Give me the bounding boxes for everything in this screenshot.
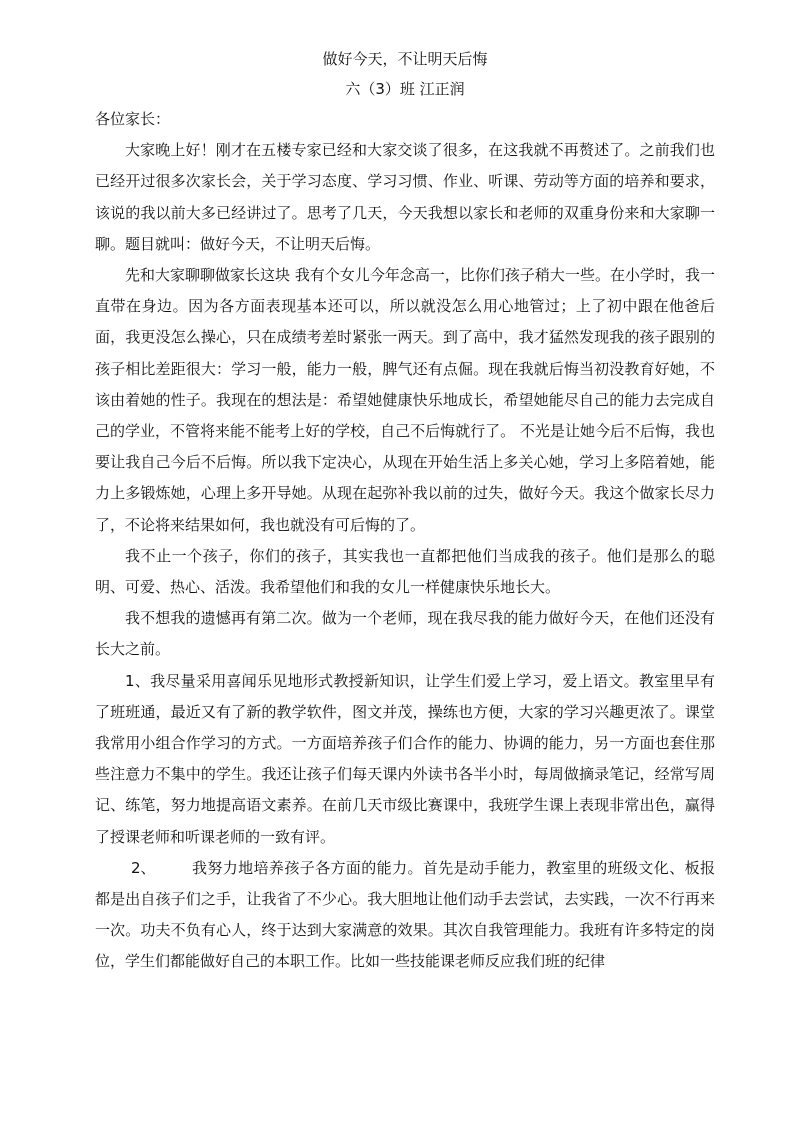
document-title: 做好今天，不让明天后悔 bbox=[322, 50, 488, 68]
paragraph-6-item-2 bbox=[95, 853, 715, 978]
paragraph-1: 大家晚上好！刚才在五楼专家已经和大家交谈了很多，在这我就不再赘述了。之前我们也已经开过很多次家长会，关于学习态度、学习习惯、作业、听课、劳动等方面的培养和要求，该说的我以前大多已经讲过了。思考了几天，今天我想以家长和老师的双重身份来和大家聊一聊。题目就叫：做好今天，不让明天后悔。 bbox=[95, 141, 715, 253]
paragraph-3: 我不止一个孩子，你们的孩子，其实我也一直都把他们当成我的孩子。他们是那么的聪明、可爱、热心、活泼。我希望他们和我的女儿一样健康快乐地长大。 bbox=[95, 546, 715, 597]
document-page bbox=[95, 44, 715, 978]
greeting: 各位家长： bbox=[95, 110, 171, 128]
paragraph-4: 我不想我的遗憾再有第二次。做为一个老师，现在我尽我的能力做好今天，在他们还没有长大之前。 bbox=[95, 609, 715, 659]
paragraph-2: 先和大家聊聊做家长这块 我有个女儿今年念高一，比你们孩子稍大一些。在小学时，我一直带在身边。因为各方面表现基本还可以，所以就没怎么用心地管过；上了初中跟在他爸后面，我更没怎么操心，只在成绩考差时紧张一两天。到了高中，我才猛然发现我的孩子跟别的孩子相比差距很大：学习一般，能力一般，脾气还有点倔。现在我就后悔当初没教育好她，不该由着她的性子。我现在的想法是：希望她健康快乐地成长，希望她能尽自己的能力去完成自己的学业，不管将来能不能考上好的学校，自己不后悔就行了。 不光是让她今后不后悔，我也要让我自己今后不后悔。所以我下定决心，从现在开始生活上多关心她，学习上多陪着她，能力上多锻炼她，心理上多开导她。从现在起弥补我以前的过失，做好今天。我这个做家长尽力了，不论将来结果如何，我也就没有可后悔的了。 bbox=[95, 266, 715, 534]
document-author: 六（3）班 江正润 bbox=[345, 80, 465, 98]
item-2-text: 我努力地培养孩子各方面的能力。首先是动手能力，教室里的班级文化、板报都是出自孩子们之手，让我省了不少心。我大胆地让他们动手去尝试，去实践，一次不行再来一次。功夫不负有心人，终于达到大家满意的效果。其次自我管理能力。我班有许多特定的岗位，学生们都能做好自己的本职工作。比如一些技能课老师反应我们班的纪律 bbox=[95, 858, 715, 971]
paragraph-5-item-1: 1、我尽量采用喜闻乐见地形式教授新知识，让学生们爱上学习，爱上语文。教室里早有了班班通，最近又有了新的教学软件，图文并茂，操练也方便，大家的学习兴趣更浓了。课堂我常用小组合作学习的方式。一方面培养孩子们合作的能力、协调的能力，另一方面也套住那些注意力不集中的学生。我还让孩子们每天课内外读书各半小时，每周做摘录笔记，经常写周记、练笔，努力地提高语文素养。在前几天市级比赛课中，我班学生课上表现非常出色，赢得了授课老师和听课老师的一致有评。 bbox=[95, 671, 715, 846]
item-2-number: 2、 bbox=[131, 858, 156, 877]
